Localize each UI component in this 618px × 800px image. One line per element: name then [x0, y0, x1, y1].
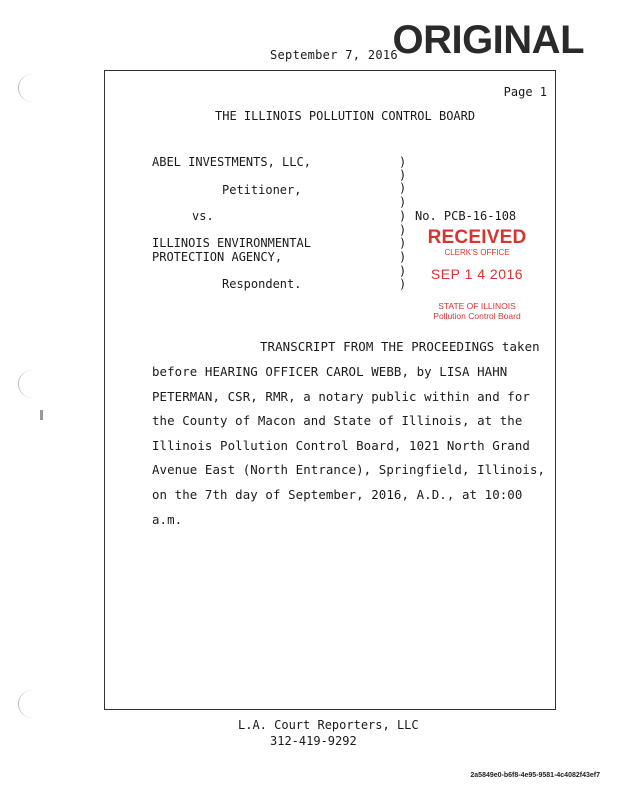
caption-paren: ) [399, 277, 407, 291]
respondent-name-line-2: PROTECTION AGENCY, [152, 250, 283, 264]
caption-paren: ) [399, 181, 407, 195]
versus-label: vs. [192, 209, 214, 223]
body-line: a.m. [152, 512, 183, 527]
caption-paren: ) [399, 264, 407, 278]
body-line: before HEARING OFFICER CAROL WEBB, by LISA HAHN [152, 364, 508, 379]
scan-speck [40, 410, 43, 420]
document-date: September 7, 2016 [270, 48, 398, 62]
caption-paren: ) [399, 223, 407, 237]
body-line: the County of Macon and State of Illinois, at the [152, 413, 523, 428]
respondent-name-line-1: ILLINOIS ENVIRONMENTAL [152, 236, 311, 250]
petitioner-role: Petitioner, [222, 183, 302, 197]
page-number: Page 1 [503, 85, 547, 99]
punch-hole-middle [18, 370, 41, 398]
body-line: Illinois Pollution Control Board, 1021 North Grand [152, 438, 530, 453]
body-line: on the 7th day of September, 2016, A.D., at 10:00 [152, 487, 523, 502]
caption-paren: ) [399, 155, 407, 169]
caption-paren: ) [399, 209, 407, 223]
footer-company: L.A. Court Reporters, LLC [238, 718, 419, 732]
body-line: TRANSCRIPT FROM THE PROCEEDINGS taken [260, 339, 540, 354]
body-line: PETERMAN, CSR, RMR, a notary public within and for [152, 389, 530, 404]
punch-hole-bottom [18, 690, 41, 718]
footer-phone: 312-419-9292 [270, 734, 357, 748]
received-stamp-date: SEP 1 4 2016 [430, 266, 524, 282]
received-stamp [427, 227, 527, 321]
caption-paren: ) [399, 250, 407, 264]
petitioner-name: ABEL INVESTMENTS, LLC, [152, 155, 311, 169]
body-line: Avenue East (North Entrance), Springfield, Illinois, [152, 462, 546, 477]
received-stamp-office: CLERK'S OFFICE [444, 248, 510, 257]
punch-hole-top [18, 74, 41, 102]
caption-paren: ) [399, 168, 407, 182]
transcript-page-frame [104, 70, 556, 710]
board-title: THE ILLINOIS POLLUTION CONTROL BOARD [215, 109, 476, 123]
received-stamp-state: STATE OF ILLINOIS [438, 301, 516, 311]
caption-paren: ) [399, 195, 407, 209]
original-stamp: ORIGINAL [392, 18, 584, 62]
received-stamp-title: RECEIVED [427, 227, 527, 248]
received-stamp-board: Pollution Control Board [433, 311, 521, 321]
case-number: No. PCB-16-108 [415, 209, 517, 223]
caption-paren: ) [399, 236, 407, 250]
respondent-role: Respondent. [222, 277, 302, 291]
document-id: 2a5849e0-b6f8-4e95-9581-4c4082f43ef7 [470, 772, 600, 779]
